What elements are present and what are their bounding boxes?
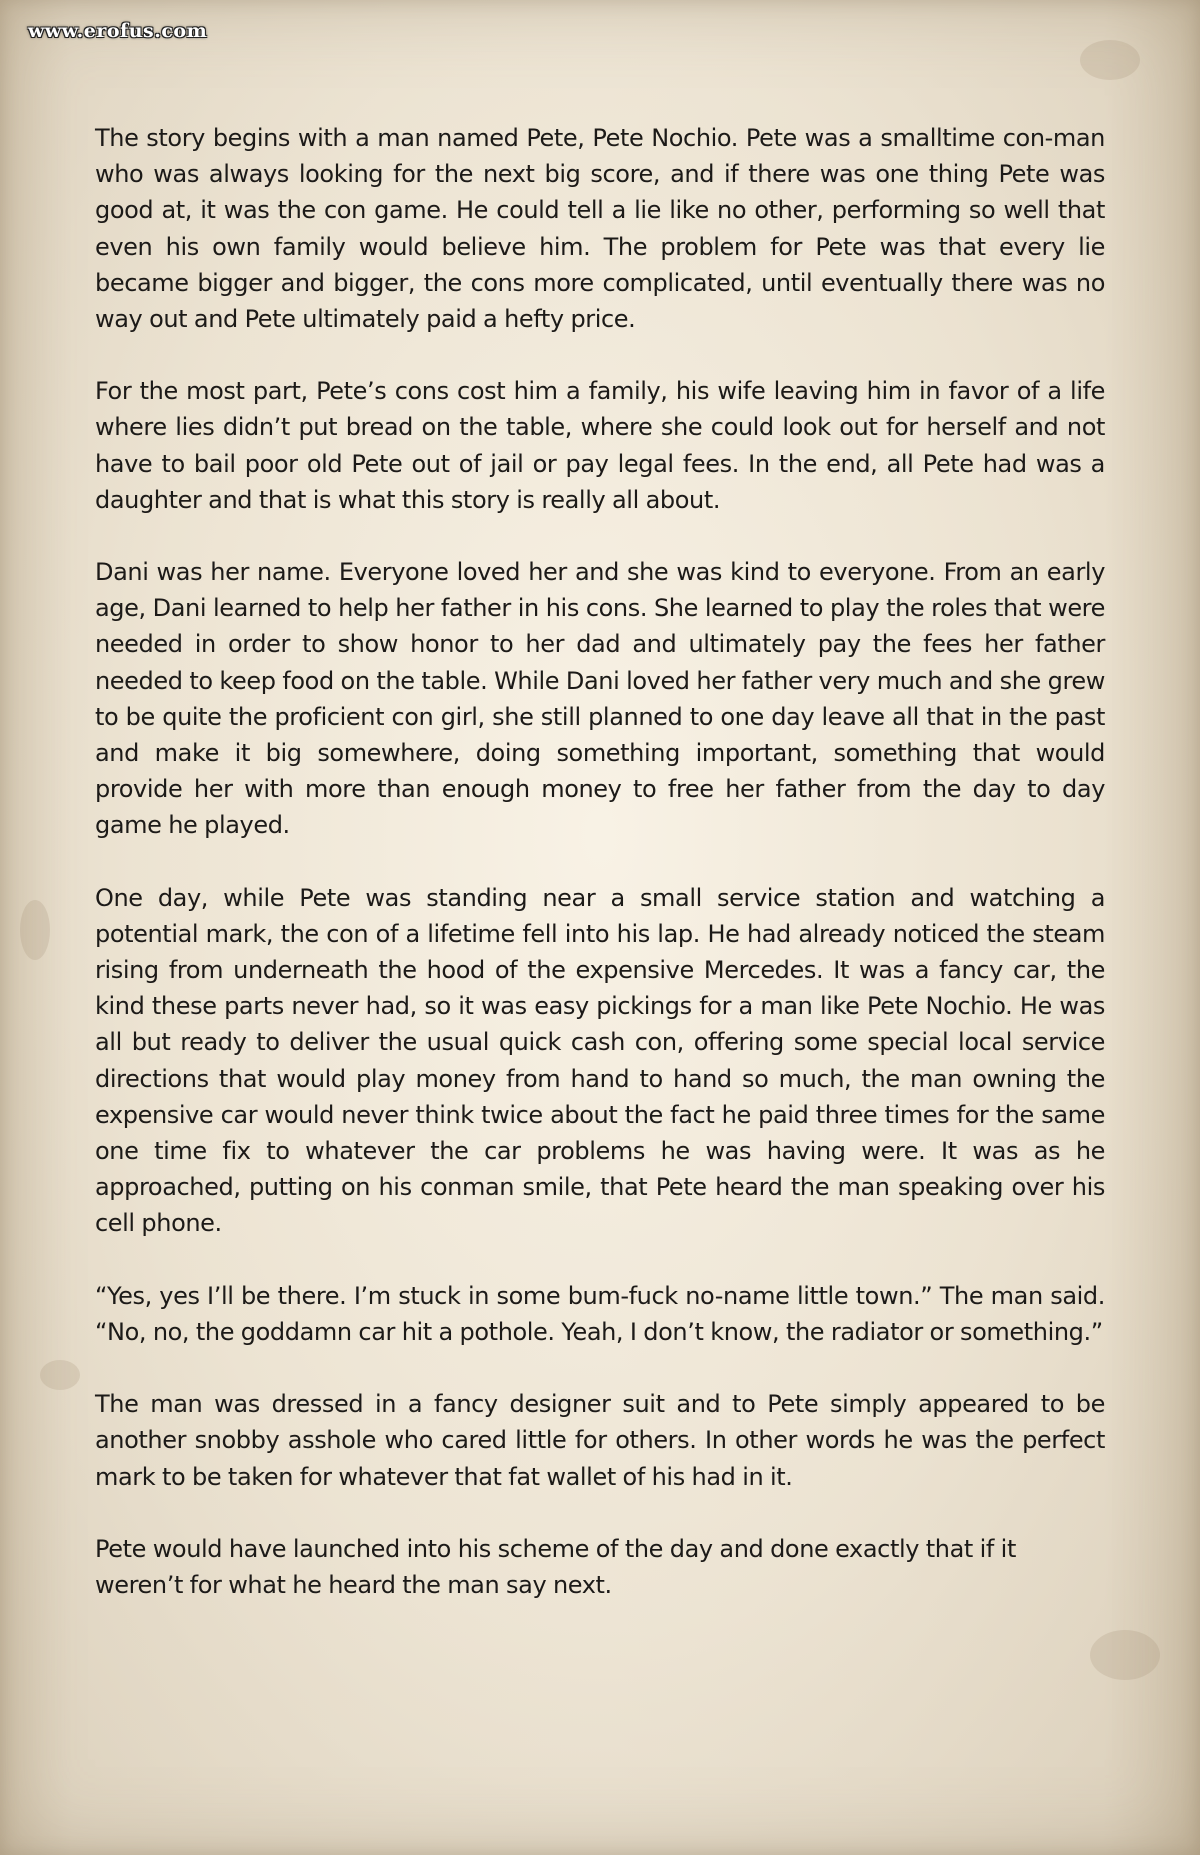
- story-paragraph: One day, while Pete was standing near a small service station and watching a potential mark, the con of a lifetime fell into his lap. He had already noticed the steam rising from underneath the hood of the expensive Mercedes. It was a fancy car, the kind these parts never had, so it was easy pickings for a man like Pete Nochio. He was all but ready to deliver the usual quick cash con, offering some special local service directions that would play money from hand to hand so much, the man owning the expensive car would never think twice about the fact he paid three times for the same one time fix to whatever the car problems he was having were. It was as he approached, putting on his conman smile, that Pete heard the man speaking over his cell phone.: [95, 883, 1105, 1238]
- story-text: [95, 120, 1105, 1639]
- story-paragraph: For the most part, Pete’s cons cost him a family, his wife leaving him in favor of a life where lies didn’t put bread on the table, where she could look out for herself and not have to bail poor old Pete out of jail or pay legal fees. In the end, all Pete had was a daughter and that is what this story is really all about.: [95, 377, 1105, 514]
- story-paragraph: Pete would have launched into his scheme of the day and done exactly that if it weren’t for what he heard the man say next.: [95, 1534, 1016, 1599]
- site-watermark: www.erofus.com: [28, 20, 208, 42]
- story-paragraph: The story begins with a man named Pete, Pete Nochio. Pete was a smalltime con-man who was always looking for the next big score, and if there was one thing Pete was good at, it was the con game. He could tell a lie like no other, performing so well that even his own family would believe him. The problem for Pete was that every lie became bigger and bigger, the cons more complicated, until eventually there was no way out and Pete ultimately paid a hefty price.: [95, 124, 1105, 334]
- story-paragraph: Dani was her name. Everyone loved her and she was kind to everyone. From an early age, Dani learned to help her father in his cons. She learned to play the roles that were needed in order to show honor to her dad and ultimately pay the fees her father needed to keep food on the table. While Dani loved her father very much and she grew to be quite the proficient con girl, she still planned to one day leave all that in the past and make it big somewhere, doing something important, something that would provide her with more than enough money to free her father from the day to day game he played.: [95, 558, 1105, 840]
- paper-stain: [1080, 40, 1140, 80]
- story-paragraph: “Yes, yes I’ll be there. I’m stuck in some bum-fuck no-name little town.” The man said. “No, no, the goddamn car hit a pothole. Yeah, I don’t know, the radiator or something.”: [95, 1281, 1105, 1346]
- paper-stain: [40, 1360, 80, 1390]
- story-paragraph: The man was dressed in a fancy designer suit and to Pete simply appeared to be another snobby asshole who cared little for others. In other words he was the perfect mark to be taken for whatever that fat wallet of his had in it.: [95, 1390, 1105, 1491]
- paper-stain: [20, 900, 50, 960]
